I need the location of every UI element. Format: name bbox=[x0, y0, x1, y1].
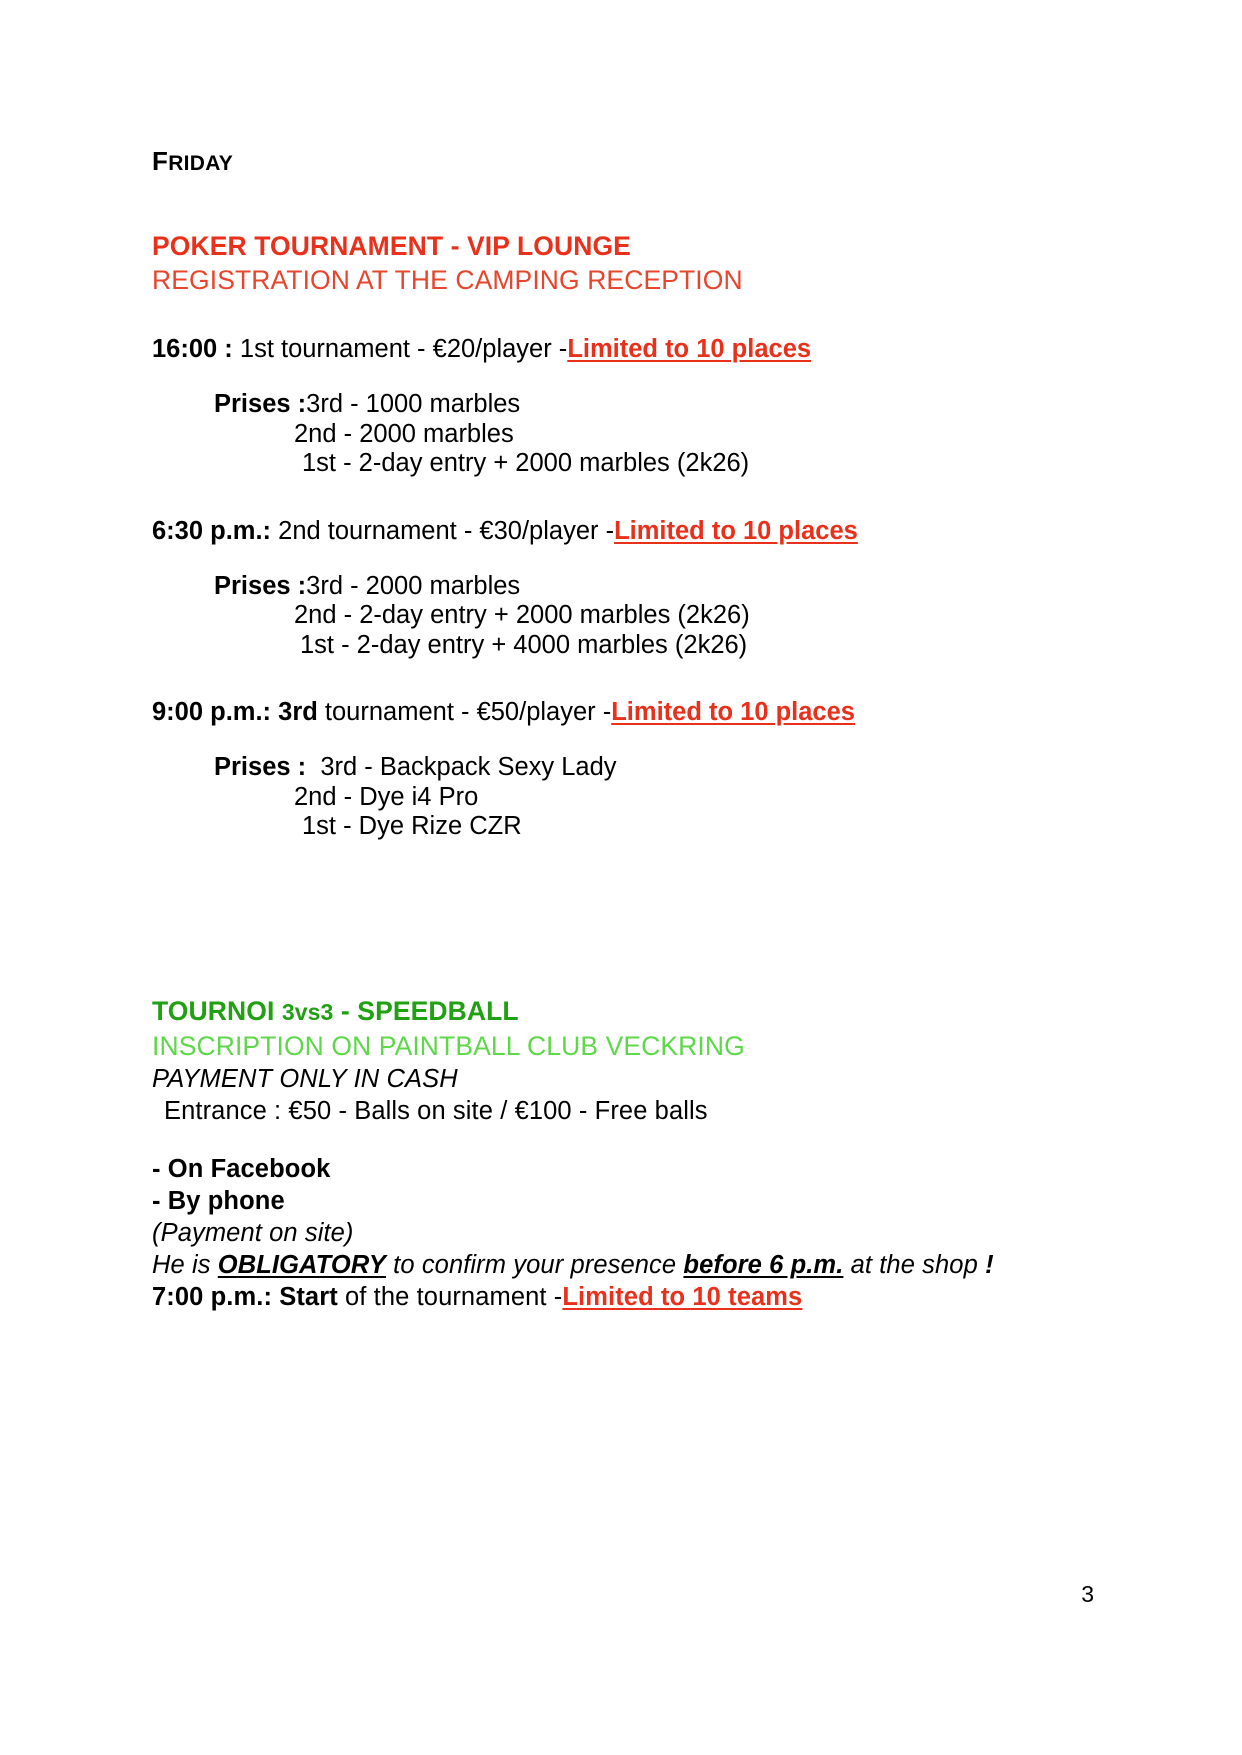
speedball-title-main: TOURNOI bbox=[152, 995, 282, 1026]
prise-value: 1st - 2-day entry + 4000 marbles (2k26) bbox=[300, 630, 748, 659]
start-text: of the tournament - bbox=[337, 1282, 563, 1311]
prise-row bbox=[152, 420, 1112, 450]
day-heading-rest: RIDAY bbox=[168, 152, 234, 175]
payment-note: PAYMENT ONLY IN CASH bbox=[152, 1064, 458, 1093]
prise-value: 2nd - 2-day entry + 2000 marbles (2k26) bbox=[294, 601, 750, 629]
prise-value: 3rd - 1000 marbles bbox=[306, 390, 521, 418]
prise-value: 3rd - 2000 marbles bbox=[306, 571, 521, 600]
prise-value: 2nd - 2000 marbles bbox=[294, 419, 514, 448]
prise-value: 3rd - Backpack Sexy Lady bbox=[313, 753, 617, 781]
prises-label: Prises : bbox=[214, 753, 314, 781]
tournament-description: 1st tournament - €20/player - bbox=[232, 335, 568, 363]
obligation-emphasis: OBLIGATORY bbox=[217, 1250, 386, 1279]
page-number: 3 bbox=[1081, 1581, 1094, 1607]
start-time: 7:00 p.m.: Start bbox=[152, 1282, 338, 1311]
tournament-description: tournament - €50/player - bbox=[317, 698, 612, 726]
registration-option-phone: - By phone bbox=[152, 1186, 285, 1215]
prise-value: 1st - 2-day entry + 2000 marbles (2k26) bbox=[302, 449, 750, 477]
day-heading-initial: F bbox=[152, 146, 169, 176]
speedball-section-subtitle: INSCRIPTION ON PAINTBALL CLUB VECKRING bbox=[152, 1030, 745, 1061]
prises-label: Prises : bbox=[214, 390, 307, 418]
prise-row bbox=[152, 631, 1112, 661]
tournament-ordinal: 3rd bbox=[271, 698, 318, 726]
tournament-description: 2nd tournament - €30/player - bbox=[271, 516, 615, 545]
poker-section-subtitle: REGISTRATION AT THE CAMPING RECEPTION bbox=[152, 265, 743, 295]
speedball-title-tail: - SPEEDBALL bbox=[333, 995, 519, 1026]
prises-block bbox=[152, 572, 1112, 661]
prises-label: Prises : bbox=[214, 571, 307, 600]
tournament-line bbox=[152, 333, 1112, 366]
speedball-section-title bbox=[152, 994, 1112, 1029]
prises-block bbox=[152, 753, 1112, 842]
prise-value: 1st - Dye Rize CZR bbox=[302, 812, 522, 840]
prise-row bbox=[152, 449, 1112, 479]
obligation-line bbox=[152, 1249, 1112, 1281]
tournament-time: 16:00 : bbox=[152, 335, 233, 363]
tournament-time: 9:00 p.m.: bbox=[152, 698, 272, 726]
obligation-exclaim: ! bbox=[985, 1250, 994, 1279]
obligation-prefix: He is bbox=[152, 1250, 218, 1279]
prise-row bbox=[152, 390, 1112, 420]
prise-row bbox=[152, 601, 1112, 631]
registration-option-facebook: - On Facebook bbox=[152, 1154, 331, 1183]
prise-row bbox=[152, 753, 1112, 783]
tournament-limit-badge: Limited to 10 places bbox=[611, 698, 855, 726]
tournament-line bbox=[152, 515, 1112, 548]
speedball-title-format: 3vs3 bbox=[281, 998, 334, 1025]
tournament-limit-badge: Limited to 10 places bbox=[614, 516, 858, 545]
day-heading bbox=[152, 148, 1112, 177]
prise-row bbox=[152, 572, 1112, 602]
prise-value: 2nd - Dye i4 Pro bbox=[294, 782, 479, 811]
poker-section-title: POKER TOURNAMENT - VIP LOUNGE bbox=[152, 231, 631, 261]
tournament-line bbox=[152, 696, 1112, 729]
start-limit-badge: Limited to 10 teams bbox=[562, 1282, 803, 1311]
prises-block bbox=[152, 390, 1112, 479]
page-content bbox=[152, 148, 1112, 1313]
obligation-middle: to confirm your presence bbox=[385, 1250, 684, 1279]
prise-row bbox=[152, 812, 1112, 842]
entrance-fee-line: Entrance : €50 - Balls on site / €100 - Free balls bbox=[164, 1096, 708, 1125]
tournament-limit-badge: Limited to 10 places bbox=[567, 335, 812, 363]
obligation-suffix: at the shop bbox=[843, 1250, 986, 1279]
tournament-time: 6:30 p.m.: bbox=[152, 516, 272, 545]
obligation-deadline: before 6 p.m. bbox=[683, 1250, 844, 1279]
prise-row bbox=[152, 783, 1112, 813]
start-line bbox=[152, 1281, 1112, 1313]
payment-on-site-note: (Payment on site) bbox=[152, 1218, 354, 1247]
